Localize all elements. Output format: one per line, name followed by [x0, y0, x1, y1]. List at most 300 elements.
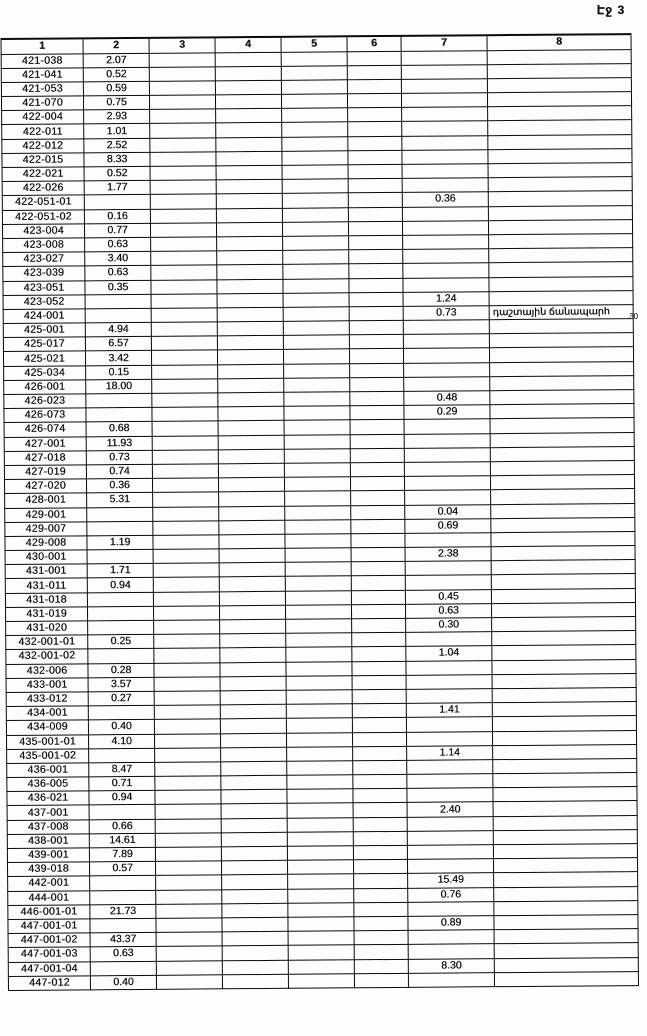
cell-col6	[354, 888, 408, 903]
cell-col1: 436-005	[7, 777, 89, 792]
cell-col1: 434-001	[6, 706, 88, 721]
cell-col2	[87, 549, 153, 564]
cell-col5	[284, 392, 350, 407]
cell-col2: 0.71	[89, 776, 155, 791]
cell-col8	[489, 319, 633, 334]
cell-col4	[222, 889, 288, 904]
cell-col8	[492, 645, 636, 660]
cell-col7	[407, 788, 493, 803]
cell-col8	[490, 375, 634, 390]
cell-col4	[216, 165, 282, 180]
cell-col5	[288, 973, 354, 988]
cell-col8	[491, 574, 635, 589]
cell-col4	[218, 463, 284, 478]
cell-col5	[282, 207, 348, 222]
cell-col1: 430-001	[5, 550, 87, 565]
cell-col7	[405, 533, 491, 548]
cell-col6	[352, 732, 406, 747]
cell-col2: 21.73	[90, 904, 156, 919]
cell-col7	[402, 220, 488, 235]
cell-col6	[349, 235, 403, 250]
cell-col8	[492, 631, 636, 646]
cell-col7	[402, 150, 488, 165]
cell-col3	[153, 535, 219, 550]
cell-col2: 1.71	[87, 564, 153, 579]
cell-col4	[221, 804, 287, 819]
cell-col2: 0.75	[83, 95, 149, 110]
cell-col5	[283, 307, 349, 322]
cell-col7	[401, 79, 487, 94]
cell-col4	[217, 336, 283, 351]
cell-col7	[407, 830, 493, 845]
cell-col6	[351, 562, 405, 577]
cell-col1: 426-074	[4, 422, 86, 437]
cell-col1: 437-001	[7, 805, 89, 820]
cell-col4	[222, 931, 288, 946]
cell-col1: 423-052	[3, 295, 85, 310]
cell-col4	[219, 506, 285, 521]
cell-col5	[284, 420, 350, 435]
cell-col8	[494, 971, 638, 986]
cell-col3	[151, 322, 217, 337]
cell-col2: 43.37	[90, 932, 156, 947]
cell-col5	[288, 959, 354, 974]
cell-col8	[493, 787, 637, 802]
cell-col1: 436-001	[7, 763, 89, 778]
cell-col1: 424-001	[3, 309, 85, 324]
cell-col3	[154, 648, 220, 663]
cell-col7	[402, 135, 488, 150]
cell-col6	[352, 661, 406, 676]
cell-col5	[285, 590, 351, 605]
cell-col1: 422-026	[2, 181, 84, 196]
cell-col7	[408, 944, 494, 959]
cell-col8	[493, 801, 637, 816]
cell-col1: 423-051	[3, 280, 85, 295]
cell-col5	[287, 832, 353, 847]
cell-col3	[149, 81, 215, 96]
cell-col8	[488, 219, 632, 234]
cell-col3	[152, 379, 218, 394]
cell-col2: 0.63	[90, 947, 156, 962]
cell-col5	[282, 193, 348, 208]
cell-col5	[282, 136, 348, 151]
cell-col7	[402, 206, 488, 221]
cell-col2: 5.31	[87, 493, 153, 508]
cell-col4	[215, 80, 281, 95]
cell-col8	[493, 829, 637, 844]
cell-col8	[491, 503, 635, 518]
cell-col6	[347, 79, 401, 94]
cell-col8	[488, 106, 632, 121]
cell-col6	[349, 320, 403, 335]
cell-col7: 0.73	[403, 306, 489, 321]
handwritten-margin-note: 30	[629, 312, 638, 321]
cell-col6	[353, 746, 407, 761]
cell-col5	[282, 108, 348, 123]
cell-col4	[216, 222, 282, 237]
cell-col7	[404, 362, 490, 377]
cell-col4	[219, 605, 285, 620]
cell-col4	[217, 321, 283, 336]
cell-col6	[348, 221, 402, 236]
cell-col3	[156, 889, 222, 904]
cell-col6	[352, 633, 406, 648]
cell-col2: 6.57	[85, 337, 151, 352]
cell-col2	[90, 876, 156, 891]
cell-col7	[402, 164, 488, 179]
cell-col5	[287, 746, 353, 761]
cell-col1: 422-004	[2, 110, 84, 125]
cell-col2: 0.94	[89, 791, 155, 806]
cell-col6	[354, 902, 408, 917]
cell-col2: 0.74	[86, 464, 152, 479]
data-table	[1, 33, 639, 991]
cell-col5	[286, 633, 352, 648]
cell-col6	[350, 391, 404, 406]
cell-col1: 432-001-02	[6, 649, 88, 664]
cell-col7	[408, 930, 494, 945]
cell-col1: 435-001-01	[6, 734, 88, 749]
cell-col1: 447-001-02	[8, 933, 90, 948]
cell-col4	[216, 137, 282, 152]
cell-col1: 427-001	[4, 436, 86, 451]
cell-col4	[220, 719, 286, 734]
cell-col2: 2.07	[83, 53, 149, 68]
cell-col2: 18.00	[86, 379, 152, 394]
cell-col3	[153, 549, 219, 564]
cell-col8	[493, 815, 637, 830]
cell-col3	[155, 790, 221, 805]
cell-col4	[218, 435, 284, 450]
cell-col6	[352, 689, 406, 704]
cell-col8	[487, 92, 631, 107]
cell-col5	[284, 378, 350, 393]
cell-col2	[87, 592, 153, 607]
cell-col6	[349, 264, 403, 279]
cell-col5	[286, 676, 352, 691]
cell-col5	[287, 846, 353, 861]
table-body	[1, 49, 638, 990]
cell-col4	[217, 279, 283, 294]
cell-col6	[353, 860, 407, 875]
cell-col8	[489, 333, 633, 348]
cell-col4	[215, 52, 281, 67]
cell-col8	[487, 49, 631, 64]
cell-col8	[493, 744, 637, 759]
column-header-6: 6	[347, 36, 401, 51]
cell-col3	[150, 180, 216, 195]
cell-col8	[491, 531, 635, 546]
cell-col5	[287, 803, 353, 818]
cell-col4	[218, 477, 284, 492]
cell-col5	[283, 250, 349, 265]
cell-col8	[494, 914, 638, 929]
cell-col8	[488, 163, 632, 178]
cell-col8	[488, 191, 632, 206]
cell-col3	[151, 279, 217, 294]
cell-col6	[348, 207, 402, 222]
cell-col2	[85, 294, 151, 309]
cell-col8	[492, 716, 636, 731]
cell-col2: 0.52	[84, 166, 150, 181]
cell-col2: 0.27	[88, 691, 154, 706]
cell-col2: 8.47	[89, 762, 155, 777]
cell-col2: 0.94	[87, 578, 153, 593]
cell-col7: 0.36	[402, 192, 488, 207]
cell-col8	[491, 602, 635, 617]
cell-col2: 1.77	[84, 181, 150, 196]
cell-col6	[354, 973, 408, 988]
cell-col6	[353, 845, 407, 860]
cell-col7	[403, 334, 489, 349]
cell-col6	[353, 760, 407, 775]
column-header-1: 1	[1, 38, 83, 54]
cell-col6	[347, 93, 401, 108]
cell-col1: 435-001-02	[7, 749, 89, 764]
cell-col7	[403, 348, 489, 363]
cell-col2: 14.61	[89, 833, 155, 848]
cell-col8	[489, 347, 633, 362]
cell-col3	[154, 634, 220, 649]
cell-col5	[282, 151, 348, 166]
cell-col1: 438-001	[7, 834, 89, 849]
cell-col2	[90, 961, 156, 976]
cell-col1: 421-038	[1, 53, 83, 68]
cell-col5	[282, 179, 348, 194]
cell-col4	[221, 860, 287, 875]
cell-col5	[286, 619, 352, 634]
cell-col4	[218, 407, 284, 422]
cell-col5	[284, 477, 350, 492]
cell-col2: 0.36	[86, 478, 152, 493]
cell-col4	[216, 180, 282, 195]
cell-col6	[349, 306, 403, 321]
cell-col1: 436-021	[7, 791, 89, 806]
cell-col4	[216, 194, 282, 209]
cell-col1: 447-001-04	[8, 961, 90, 976]
cell-col3	[149, 67, 215, 82]
column-header-5: 5	[281, 36, 347, 52]
cell-col3	[153, 521, 219, 536]
cell-col7	[406, 689, 492, 704]
cell-col2	[87, 507, 153, 522]
cell-col1: 427-020	[4, 479, 86, 494]
cell-col5	[287, 775, 353, 790]
cell-col3	[155, 833, 221, 848]
cell-col5	[288, 874, 354, 889]
cell-col4	[218, 392, 284, 407]
cell-col5	[287, 860, 353, 875]
cell-col6	[352, 675, 406, 690]
cell-col4	[219, 563, 285, 578]
cell-col5	[285, 519, 351, 534]
cell-col7: 1.14	[407, 745, 493, 760]
cell-col3	[155, 861, 221, 876]
cell-col1: 423-008	[3, 238, 85, 253]
cell-col8	[487, 63, 631, 78]
cell-col4	[221, 818, 287, 833]
cell-col1: 428-001	[5, 493, 87, 508]
cell-col8	[494, 900, 638, 915]
cell-col3	[152, 393, 218, 408]
cell-col7: 1.04	[406, 646, 492, 661]
cell-col8	[489, 248, 633, 263]
cell-col8	[490, 461, 634, 476]
cell-col2	[86, 393, 152, 408]
cell-col4	[219, 548, 285, 563]
cell-col7	[402, 107, 488, 122]
cell-col3	[150, 208, 216, 223]
cell-col8	[488, 134, 632, 149]
cell-col3	[150, 223, 216, 238]
cell-col7	[404, 377, 490, 392]
cell-col6	[352, 618, 406, 633]
cell-col3	[156, 904, 222, 919]
cell-col7: 0.69	[405, 518, 491, 533]
cell-col4	[220, 633, 286, 648]
cell-col4	[219, 492, 285, 507]
cell-col4	[222, 960, 288, 975]
cell-col7: 2.38	[405, 547, 491, 562]
cell-col6	[351, 604, 405, 619]
cell-col7: 1.41	[406, 703, 492, 718]
cell-col2: 0.63	[85, 266, 151, 281]
cell-col4	[217, 350, 283, 365]
cell-col1: 427-019	[4, 465, 86, 480]
cell-col3	[153, 506, 219, 521]
cell-col3	[152, 421, 218, 436]
cell-col3	[150, 123, 216, 138]
cell-col1: 429-008	[5, 536, 87, 551]
cell-col4	[218, 449, 284, 464]
cell-col1: 431-001	[5, 564, 87, 579]
cell-col4	[221, 846, 287, 861]
cell-col6	[351, 533, 405, 548]
cell-col3	[156, 946, 222, 961]
column-header-8: 8	[487, 34, 631, 50]
cell-col3	[151, 294, 217, 309]
cell-col3	[156, 918, 222, 933]
cell-col2: 0.59	[83, 81, 149, 96]
cell-col1: 434-009	[6, 720, 88, 735]
cell-col2: 8.33	[84, 152, 150, 167]
cell-col4	[219, 534, 285, 549]
cell-col1: 431-011	[5, 578, 87, 593]
cell-col3	[150, 137, 216, 152]
cell-col2	[87, 606, 153, 621]
cell-col6	[351, 547, 405, 562]
cell-col4	[220, 704, 286, 719]
cell-col5	[283, 321, 349, 336]
cell-col6	[353, 789, 407, 804]
cell-col8	[491, 489, 635, 504]
cell-col8: դաշտային ճանապարհ	[489, 304, 633, 319]
cell-col3	[150, 166, 216, 181]
cell-col4	[216, 109, 282, 124]
cell-col2	[90, 890, 156, 905]
cell-col8	[490, 404, 634, 419]
cell-col2: 2.93	[84, 110, 150, 125]
cell-col1: 446-001-01	[8, 905, 90, 920]
cell-col4	[218, 421, 284, 436]
cell-col1: 423-039	[3, 266, 85, 281]
cell-col4	[221, 832, 287, 847]
cell-col8	[494, 929, 638, 944]
cell-col3	[150, 109, 216, 124]
cell-col8	[494, 943, 638, 958]
cell-col5	[282, 165, 348, 180]
cell-col1: 439-001	[7, 848, 89, 863]
cell-col2: 7.89	[89, 847, 155, 862]
cell-col2	[88, 649, 154, 664]
cell-col3	[154, 691, 220, 706]
cell-col2: 0.28	[88, 663, 154, 678]
cell-col1: 426-073	[4, 408, 86, 423]
cell-col4	[220, 676, 286, 691]
cell-col7	[407, 774, 493, 789]
cell-col7: 2.40	[407, 802, 493, 817]
cell-col5	[287, 789, 353, 804]
cell-col5	[286, 718, 352, 733]
cell-col5	[285, 505, 351, 520]
cell-col4	[221, 775, 287, 790]
cell-col2: 0.52	[83, 67, 149, 82]
column-header-7: 7	[401, 35, 487, 51]
cell-col6	[348, 193, 402, 208]
cell-col3	[151, 251, 217, 266]
cell-col3	[151, 350, 217, 365]
cell-col1: 422-015	[2, 153, 84, 168]
cell-col6	[351, 505, 405, 520]
cell-col6	[347, 65, 401, 80]
cell-col5	[283, 292, 349, 307]
cell-col5	[286, 647, 352, 662]
cell-col8	[491, 560, 635, 575]
cell-col2	[84, 195, 150, 210]
cell-col6	[354, 916, 408, 931]
column-header-3: 3	[149, 37, 215, 53]
cell-col3	[151, 308, 217, 323]
cell-col2	[86, 408, 152, 423]
cell-col4	[222, 875, 288, 890]
cell-col1: 423-027	[3, 252, 85, 267]
cell-col2: 0.63	[85, 237, 151, 252]
cell-col4	[215, 94, 281, 109]
cell-col1: 421-041	[1, 68, 83, 83]
cell-col7	[405, 561, 491, 576]
cell-col4	[222, 974, 288, 989]
cell-col2: 0.16	[84, 209, 150, 224]
cell-col6	[350, 420, 404, 435]
column-header-2: 2	[83, 38, 149, 54]
cell-col1: 422-011	[2, 124, 84, 139]
cell-col5	[283, 335, 349, 350]
cell-col1: 432-001-01	[6, 635, 88, 650]
column-header-4: 4	[215, 37, 281, 53]
cell-col4	[217, 307, 283, 322]
cell-col7	[403, 263, 489, 278]
cell-col7	[407, 760, 493, 775]
cell-col5	[285, 576, 351, 591]
cell-col5	[287, 761, 353, 776]
cell-col6	[350, 377, 404, 392]
cell-col3	[151, 237, 217, 252]
cell-col2: 0.25	[88, 635, 154, 650]
cell-col7	[404, 419, 490, 434]
cell-col6	[353, 831, 407, 846]
cell-col2: 1.19	[87, 535, 153, 550]
